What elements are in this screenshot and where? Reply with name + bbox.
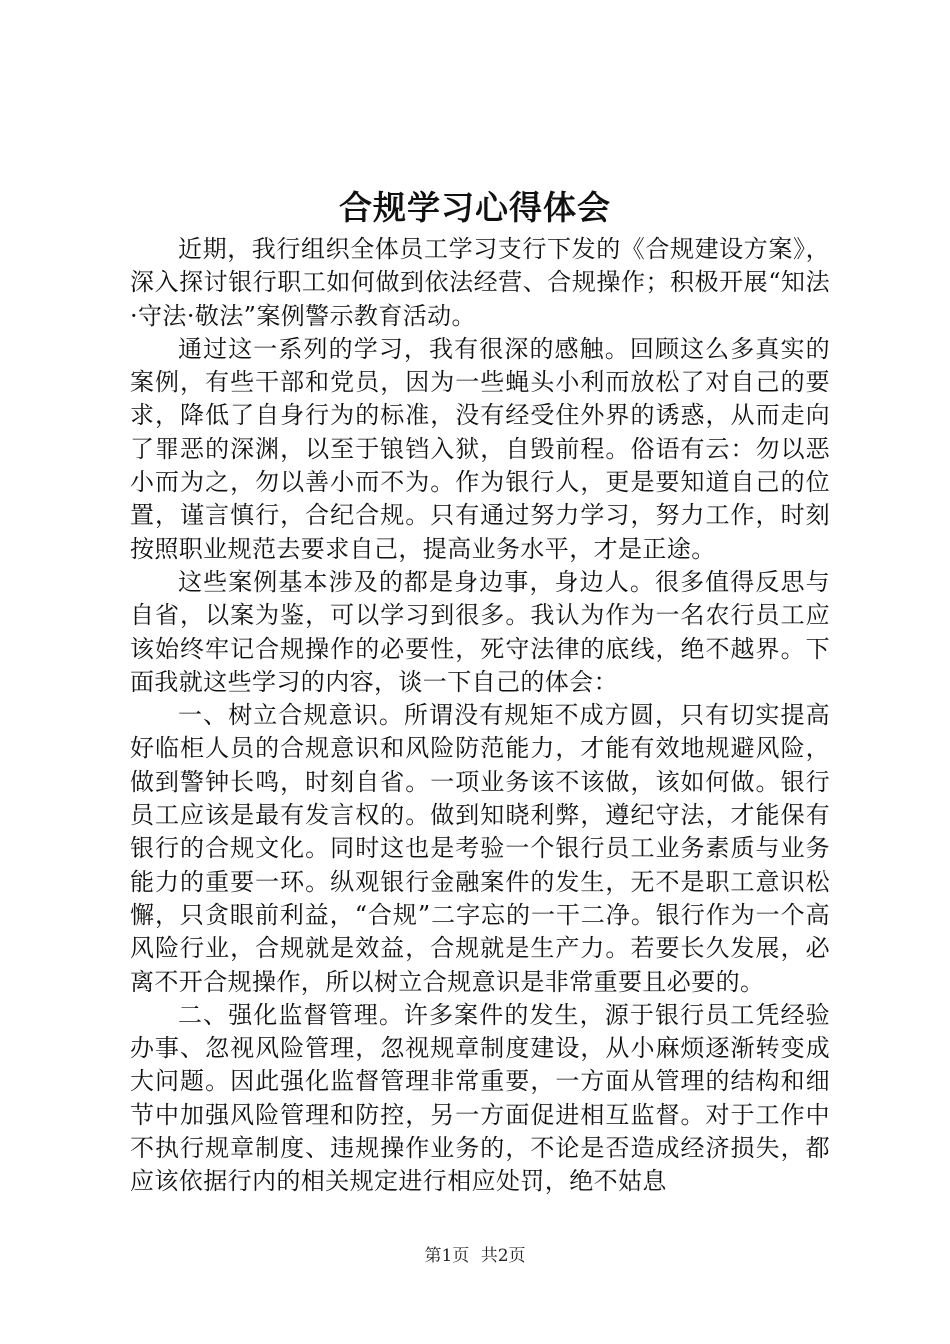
page-total: 共2页	[480, 1246, 526, 1266]
paragraph-point-two: 二、强化监督管理。许多案件的发生，源于银行员工凭经验办事、忽视风险管理，忽视规章制度建设，从小麻烦逐渐转变成大问题。因此强化监督管理非常重要，一方面从管理的结构和细节中加强风险管理和防控，另一方面促进相互监督。对于工作中不执行规章制度、违规操作业务的，不论是否造成经济损失，都应该依据行内的相关规定进行相应处罚，绝不姑息	[130, 1000, 830, 1196]
paragraph-point-one: 一、树立合规意识。所谓没有规矩不成方圆，只有切实提高好临柜人员的合规意识和风险防范能力，才能有效地规避风险，做到警钟长鸣，时刻自省。一项业务该不该做，该如何做。银行员工应该是最有发言权的。做到知晓利弊，遵纪守法，才能保有银行的合规文化。同时这也是考验一个银行员工业务素质与业务能力的重要一环。纵观银行金融案件的发生，无不是职工意识松懈，只贪眼前利益，“合规”二字忘的一干二净。银行作为一个高风险行业，合规就是效益，合规就是生产力。若要长久发展，必离不开合规操作，所以树立合规意识是非常重要且必要的。	[130, 701, 830, 996]
document-body	[130, 233, 830, 1199]
paragraph-intro: 近期，我行组织全体员工学习支行下发的《合规建设方案》，深入探讨银行职工如何做到依法经营、合规操作；积极开展“知法·守法·敬法”案例警示教育活动。	[130, 235, 830, 330]
document-title: 合规学习心得体会	[339, 188, 611, 227]
page-footer	[0, 1244, 950, 1268]
page-number: 第1页	[424, 1246, 470, 1266]
paragraph-reflection: 通过这一系列的学习，我有很深的感触。回顾这么多真实的案例，有些干部和党员，因为一些蝇头小利而放松了对自己的要求，降低了自身行为的标准，没有经受住外界的诱惑，从而走向了罪恶的深渊，以至于锒铛入狱，自毁前程。俗语有云：勿以恶小而为之，勿以善小而不为。作为银行人，更是要知道自己的位置，谨言慎行，合纪合规。只有通过努力学习，努力工作，时刻按照职业规范去要求自己，提高业务水平，才是正途。	[130, 334, 830, 563]
paragraph-cases: 这些案例基本涉及的都是身边事，身边人。很多值得反思与自省，以案为鉴，可以学习到很多。我认为作为一名农行员工应该始终牢记合规操作的必要性，死守法律的底线，绝不越界。下面我就这些学习的内容，谈一下自己的体会：	[130, 567, 830, 696]
